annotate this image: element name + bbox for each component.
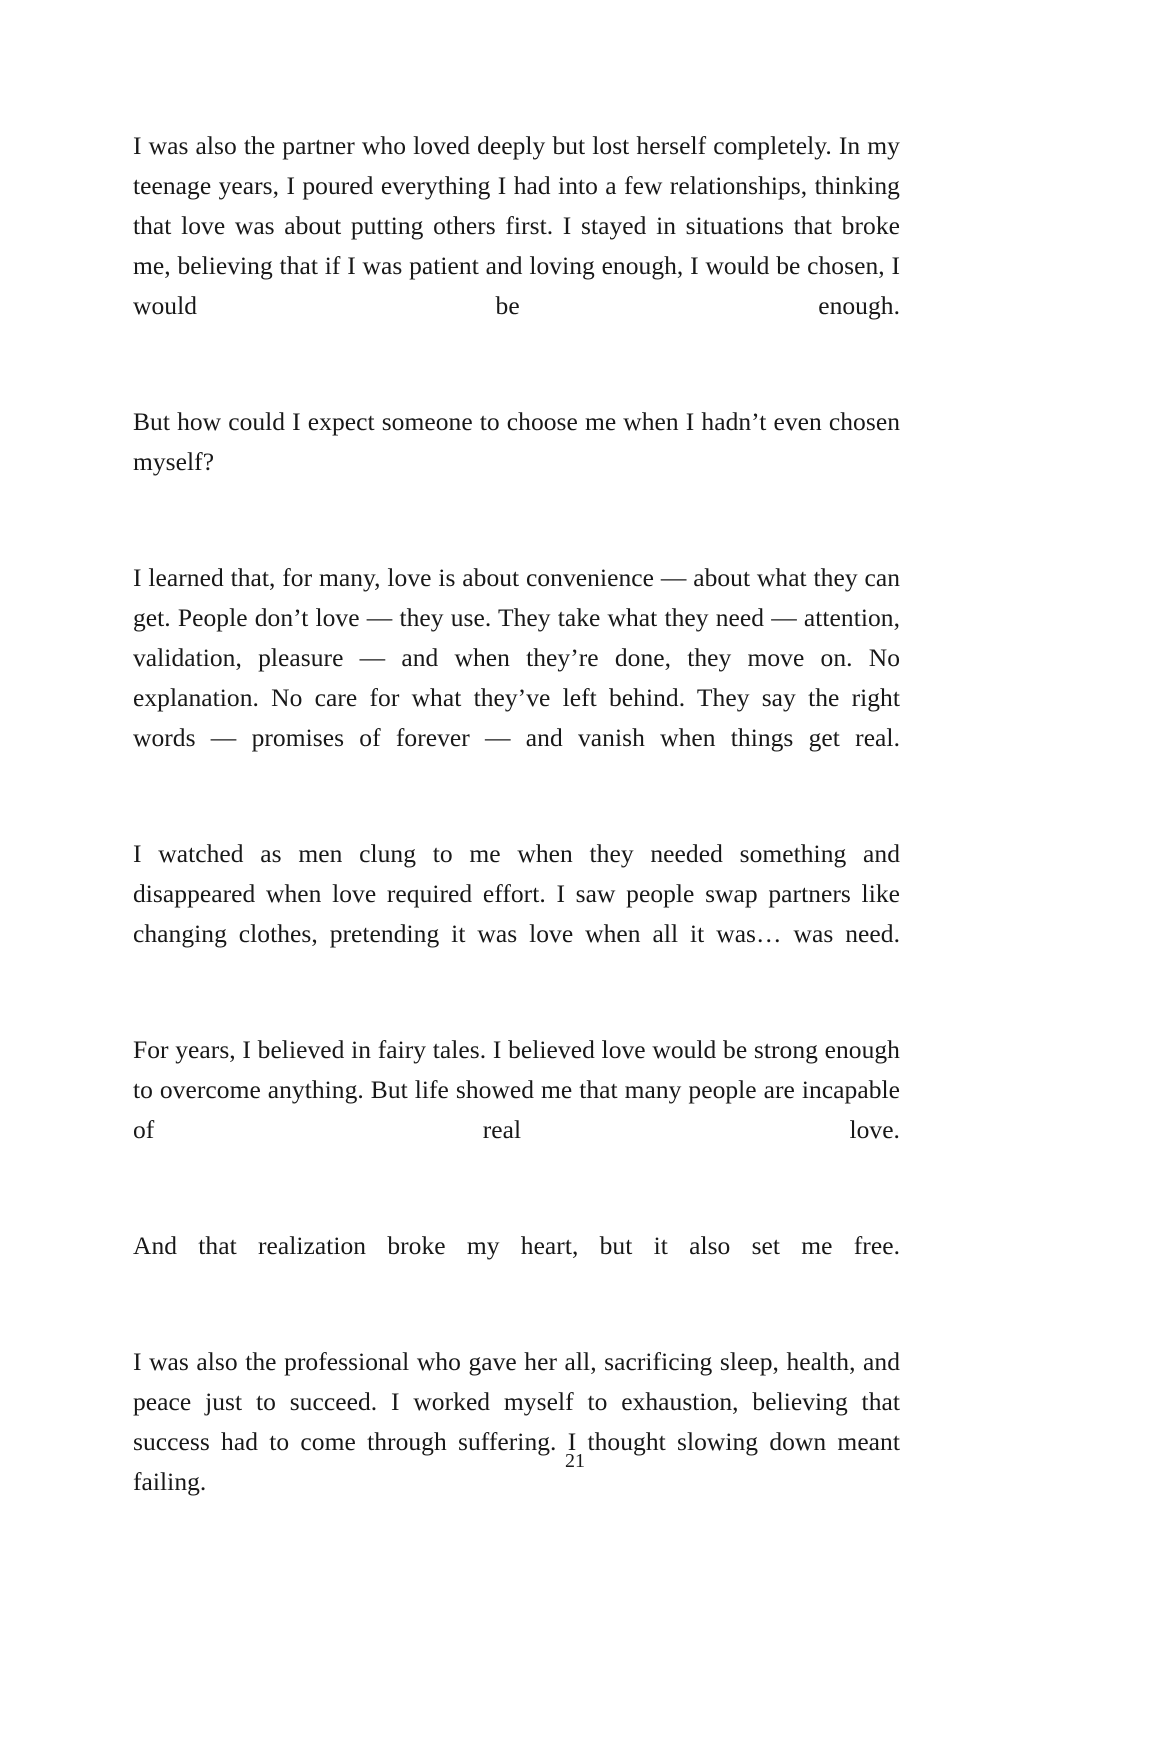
body-paragraph-1: I was also the partner who loved deeply but lost herself completely. In my teenage years, I poured everything I had into a few relationships, thinking that love was about putting others first. I stayed in situations that broke me, believing that if I was patient and loving enough, I would be chosen, I would be enough.	[133, 131, 900, 320]
body-text-column	[133, 126, 900, 1542]
body-paragraph-6: And that realization broke my heart, but it also set me free.	[133, 1231, 900, 1260]
body-paragraph-3: I learned that, for many, love is about convenience — about what they can get. People don’t love — they use. They take what they need — attention, validation, pleasure — and when they’re done, they move on. No explanation. No care for what they’ve left behind. They say the right words — promises of forever — and vanish when things get real.	[133, 563, 900, 752]
body-paragraph-7: I was also the professional who gave her all, sacrificing sleep, health, and peace just to succeed. I worked myself to exhaustion, believing that success had to come through suffering. I thought slowing down meant failing.	[133, 1347, 900, 1496]
body-paragraph-4: I watched as men clung to me when they needed something and disappeared when love required effort. I saw people swap partners like changing clothes, pretending it was love when all it was… was need.	[133, 839, 900, 948]
page-number: 21	[565, 1450, 585, 1472]
body-paragraph-5: For years, I believed in fairy tales. I believed love would be strong enough to overcome anything. But life showed me that many people are incapable of real love.	[133, 1035, 900, 1144]
body-paragraph-2: But how could I expect someone to choose me when I hadn’t even chosen myself?	[133, 407, 900, 476]
